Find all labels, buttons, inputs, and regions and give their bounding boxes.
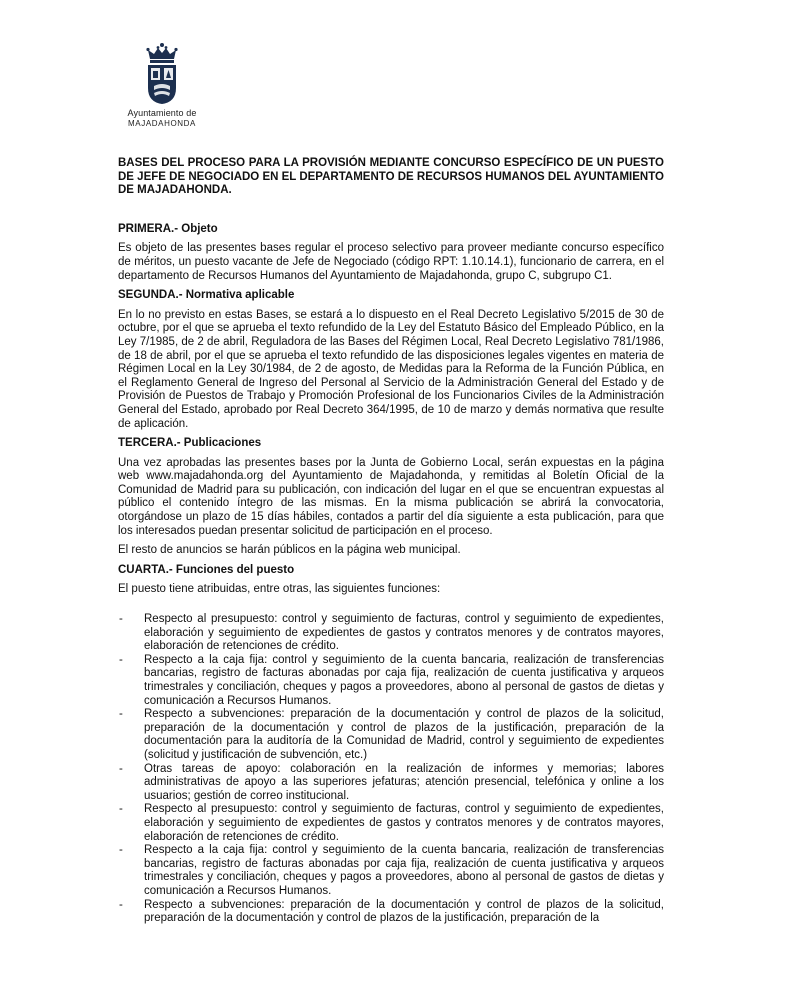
section-paragraph: El puesto tiene atribuidas, entre otras, las siguientes funciones: [118, 583, 441, 596]
list-item-text: Respecto al presupuesto: control y seguimiento de facturas, control y seguimiento de expedientes, elaboración y seguimiento de expedientes de gastos y contratos menores y de contratos mayores, elaboración de retenciones de crédito. [144, 613, 664, 653]
list-item [118, 763, 664, 804]
list-dash: - [119, 762, 123, 775]
list-dash: - [119, 844, 123, 857]
list-item [118, 708, 664, 762]
list-item-text: Respecto a la caja fija: control y seguimiento de la cuenta bancaria, realización de transferencias bancarias, registro de facturas abonadas por caja fija, realización de cuenta justificativa y arqueos trimestrales y conciliación, cheques y pagos a proveedores, abono al personal de gastos de dietas y comunicación a Recursos Humanos. [144, 653, 664, 707]
section-heading-tercera: TERCERA.- Publicaciones [118, 437, 262, 450]
functions-list [118, 613, 664, 926]
section-paragraph: Una vez aprobadas las presentes bases por la Junta de Gobierno Local, serán expuestas en la página web www.majadahonda.org del Ayuntamiento de Majadahonda, y remitidas al Boletín Oficial de la Comunidad de Madrid para su publicación, con indicación del lugar en el que se encuentran expuestas al público el contenido íntegro de las mismas. En la misma publicación se abrirá la convocatoria, otorgándose un plazo de 15 días hábiles, contados a partir del día siguiente a esta publicación, para que los interesados puedan presentar solicitud de participación en el proceso. [118, 456, 664, 537]
crown-coat-of-arms-icon [142, 42, 182, 106]
section-heading-primera: PRIMERA.- Objeto [118, 222, 218, 235]
list-dash: - [119, 898, 123, 911]
municipal-logo [118, 42, 206, 128]
list-item [118, 803, 664, 844]
section-paragraph: En lo no previsto en estas Bases, se estará a lo dispuesto en el Real Decreto Legislativo 5/2015 de 30 de octubre, por el que se aprueba el texto refundido de la Ley del Estatuto Básico del Empleado Público, en la Ley 7/1985, de 2 de abril, Reguladora de las Bases del Régimen Local, Real Decreto Legislativo 781/1986, de 18 de abril, por el que se aprueba el texto refundido de las disposiciones legales vigentes en materia de Régimen Local en la Ley 30/1984, de 2 de agosto, de Medidas para la Reforma de la Función Pública, en el Reglamento General de Ingreso del Personal al Servicio de la Administración General del Estado y de Provisión de Puestos de Trabajo y Promoción Profesional de los Funcionarios Civiles de la Administración General del Estado, aprobado por Real Decreto 364/1995, de 10 de marzo y demás normativa que resulte de aplicación. [118, 308, 664, 430]
list-dash: - [119, 653, 123, 666]
list-item-text: Respecto a subvenciones: preparación de la documentación y control de plazos de la solicitud, preparación de la documentación y control de plazos de la justificación, preparación de la documentación para la auditoría de la Comunidad de Madrid, control y seguimiento de expedientes (solicitud y justificación de subvención, etc.) [144, 708, 664, 761]
list-item-text: Otras tareas de apoyo: colaboración en la realización de informes y memorias; labores administrativas de apoyo a las superiores jefaturas; atención presencial, telefónica y online a los usuarios; gestión de correo institucional. [144, 762, 664, 802]
list-dash: - [119, 708, 123, 721]
document-body [118, 157, 664, 926]
document-title: BASES DEL PROCESO PARA LA PROVISIÓN MEDIANTE CONCURSO ESPECÍFICO DE UN PUESTO DE JEFE DE NEGOCIADO EN EL DEPARTAMENTO DE RECURSOS HUMANOS DEL AYUNTAMIENTO DE MAJADAHONDA. [118, 157, 664, 197]
logo-line-1: Ayuntamiento de [127, 108, 197, 118]
list-dash: - [119, 803, 123, 816]
list-item [118, 844, 664, 898]
section-paragraph: Es objeto de las presentes bases regular el proceso selectivo para proveer mediante concurso específico de méritos, un puesto vacante de Jefe de Negociado (código RPT: 1.10.14.1), funcionario de carrera, en el departamento de Recursos Humanos del Ayuntamiento de Majadahonda, grupo C, subgrupo C1. [118, 242, 664, 282]
list-item-text: Respecto a subvenciones: preparación de la documentación y control de plazos de la solicitud, preparación de la documentación y control de plazos de la justificación, preparación de la [144, 898, 664, 925]
section-paragraph: El resto de anuncios se harán públicos en la página web municipal. [118, 544, 461, 557]
list-item [118, 654, 664, 708]
logo-line-2: MAJADAHONDA [128, 119, 196, 128]
list-item-text: Respecto al presupuesto: control y seguimiento de facturas, control y seguimiento de expedientes, elaboración y seguimiento de expedientes de gastos y contratos menores y de contratos mayores, elaboración de retenciones de crédito. [144, 803, 664, 843]
list-item [118, 613, 664, 654]
list-item-text: Respecto a la caja fija: control y seguimiento de la cuenta bancaria, realización de transferencias bancarias, registro de facturas abonadas por caja fija, realización de cuenta justificativa y arqueos trimestrales y conciliación, cheques y pagos a proveedores, abono al personal de gastos de dietas y comunicación a Recursos Humanos. [144, 844, 664, 897]
list-item [118, 899, 664, 926]
list-dash: - [119, 613, 123, 626]
section-heading-cuarta: CUARTA.- Funciones del puesto [118, 563, 295, 576]
section-heading-segunda: SEGUNDA.- Normativa aplicable [118, 289, 295, 302]
